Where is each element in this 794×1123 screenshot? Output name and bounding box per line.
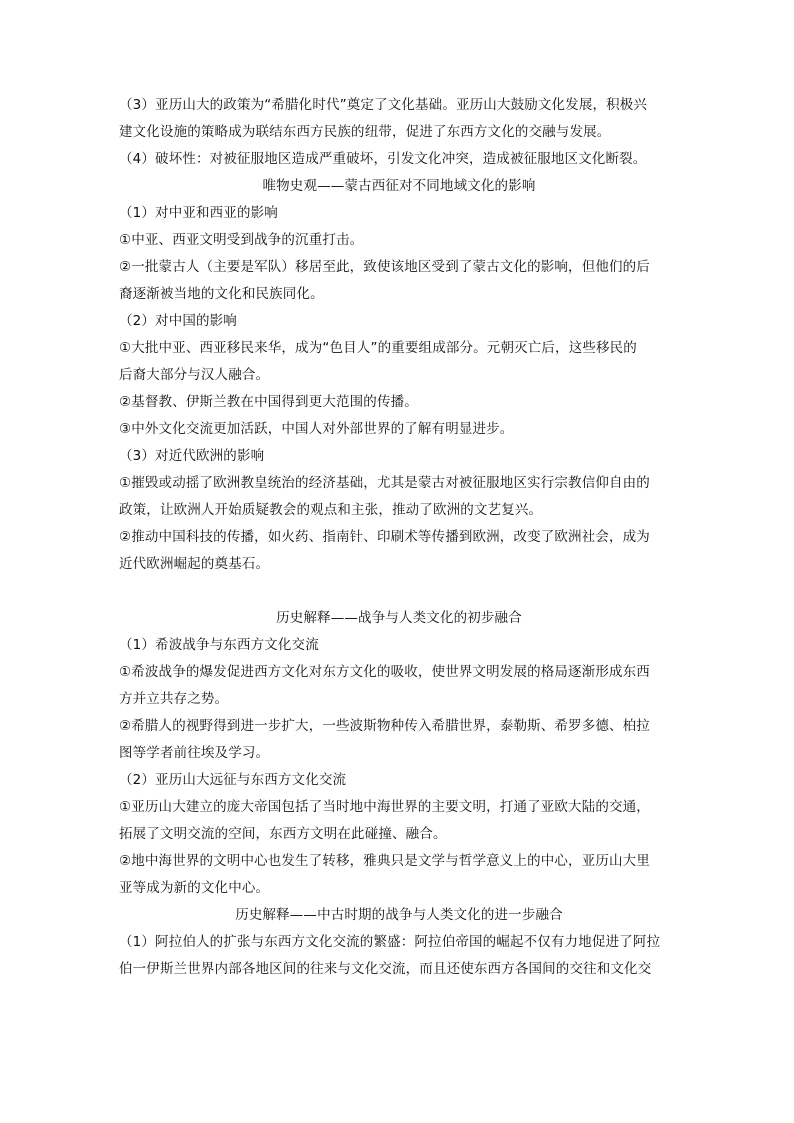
paragraph-line: （3）亚历山大的政策为“希腊化时代”奠定了文化基础。亚历山大鼓励文化发展，积极兴 xyxy=(119,97,648,113)
section-heading: 历史解释——中古时期的战争与人类文化的进一步融合 xyxy=(235,907,563,923)
paragraph-line: 政策，让欧洲人开始质疑教会的观点和主张，推动了欧洲的文艺复兴。 xyxy=(119,502,543,518)
paragraph-line: 图等学者前往埃及学习。 xyxy=(119,745,270,761)
paragraph-line: ③中外文化交流更加活跃，中国人对外部世界的了解有明显进步。 xyxy=(119,421,514,437)
paragraph-line: 方并立共存之势。 xyxy=(119,691,229,707)
paragraph-line: ②基督教、伊斯兰教在中国得到更大范围的传播。 xyxy=(119,394,418,410)
paragraph-line: ②一批蒙古人（主要是军队）移居至此，致使该地区受到了蒙古文化的影响，但他们的后 xyxy=(119,259,650,275)
subheading: （3）对近代欧洲的影响 xyxy=(119,448,265,464)
paragraph-line: 后裔大部分与汉人融合。 xyxy=(119,367,270,383)
section-heading: 唯物史观——蒙古西征对不同地域文化的影响 xyxy=(262,178,536,194)
paragraph-line: 伯一伊斯兰世界内部各地区间的往来与文化交流，而且还使东西方各国间的交往和文化交 xyxy=(119,961,652,977)
subheading: （1）希波战争与东西方文化交流 xyxy=(119,637,319,653)
subheading: （2）亚历山大远征与东西方文化交流 xyxy=(119,772,347,788)
paragraph-line: ②希腊人的视野得到进一步扩大，一些波斯物种传入希腊世界，泰勒斯、希罗多德、柏拉 xyxy=(119,718,650,734)
paragraph-line: ①希波战争的爆发促进西方文化对东方文化的吸收，使世界文明发展的格局逐渐形成东西 xyxy=(119,664,650,680)
paragraph-line: 建文化设施的策略成为联结东西方民族的纽带，促进了东西方文化的交融与发展。 xyxy=(119,124,611,140)
paragraph-line: 亚等成为新的文化中心。 xyxy=(119,880,270,896)
subheading: （1）对中亚和西亚的影响 xyxy=(119,205,278,221)
paragraph-line: ②推动中国科技的传播，如火药、指南针、印刷术等传播到欧洲，改变了欧洲社会，成为 xyxy=(119,529,650,545)
paragraph-line: （1）阿拉伯人的扩张与东西方文化交流的繁盛：阿拉伯帝国的崛起不仅有力地促进了阿拉 xyxy=(119,934,661,950)
paragraph-line: ①摧毁或动摇了欧洲教皇统治的经济基础，尤其是蒙古对被征服地区实行宗教信仰自由的 xyxy=(119,475,650,491)
paragraph-line: 近代欧洲崛起的奠基石。 xyxy=(119,556,270,572)
section-heading: 历史解释——战争与人类文化的初步融合 xyxy=(276,610,522,626)
paragraph-line: ①亚历山大建立的庞大帝国包括了当时地中海世界的主要文明，打通了亚欧大陆的交通， xyxy=(119,799,650,815)
paragraph-line: ②地中海世界的文明中心也发生了转移，雅典只是文学与哲学意义上的中心，亚历山大里 xyxy=(119,853,650,869)
subheading: （2）对中国的影响 xyxy=(119,313,237,329)
blank-line xyxy=(119,578,679,605)
paragraph-line: 裔逐渐被当地的文化和民族同化。 xyxy=(119,286,324,302)
paragraph-line: ①中亚、西亚文明受到战争的沉重打击。 xyxy=(119,232,364,248)
document-body xyxy=(119,92,679,983)
paragraph-line: （4）破坏性：对被征服地区造成严重破坏，引发文化冲突，造成被征服地区文化断裂。 xyxy=(119,151,647,167)
paragraph-line: 拓展了文明交流的空间，东西方文明在此碰撞、融合。 xyxy=(119,826,447,842)
paragraph-line: ①大批中亚、西亚移民来华，成为“色目人”的重要组成部分。元朝灭亡后，这些移民的 xyxy=(119,340,637,356)
